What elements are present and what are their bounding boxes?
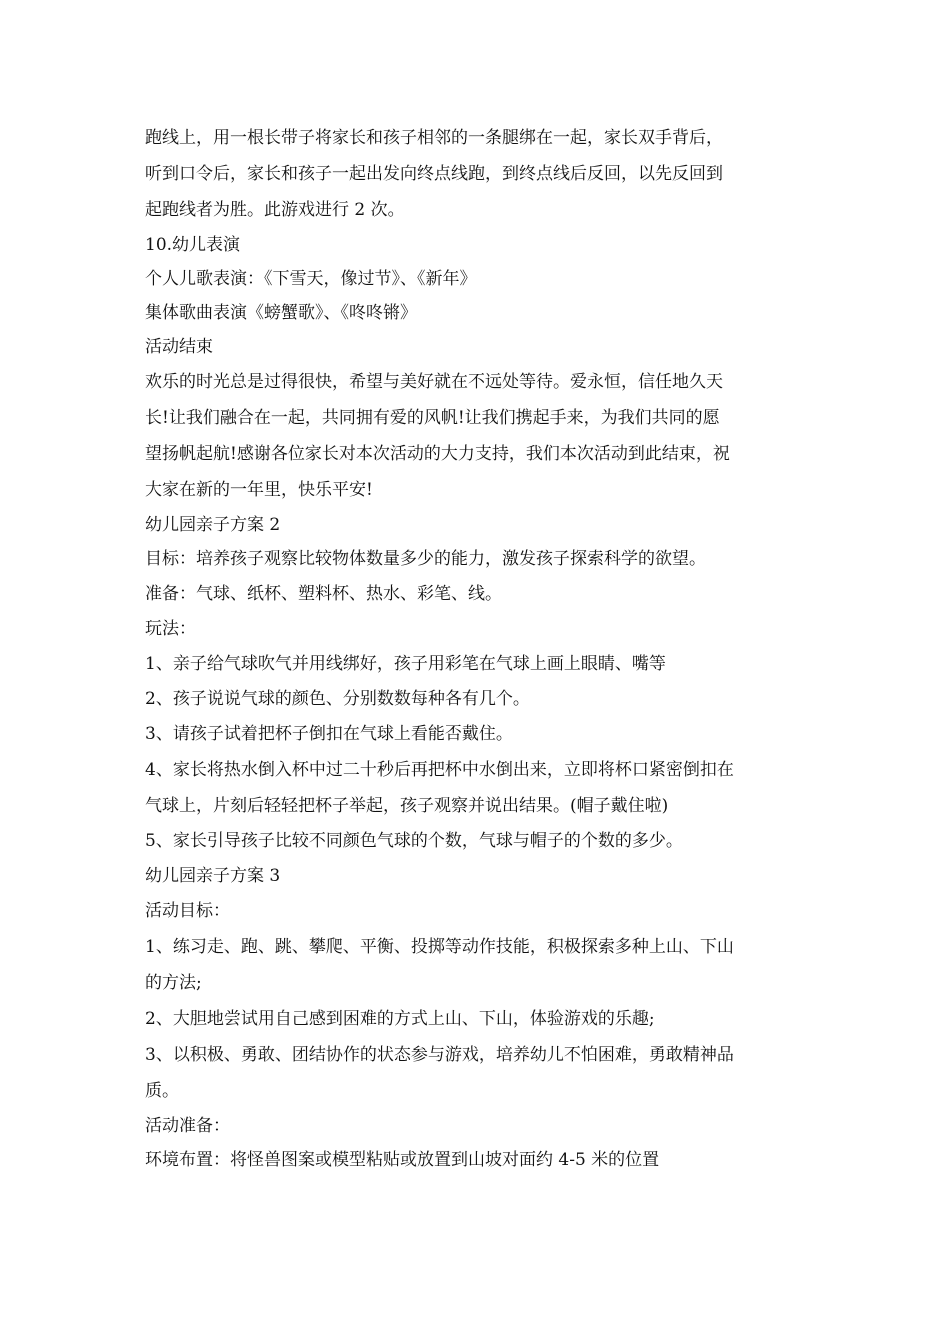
paragraph-line: 望扬帆起航!感谢各位家长对本次活动的大力支持，我们本次活动到此结束，祝 [145, 444, 730, 464]
list-item: 的方法; [145, 973, 202, 993]
paragraph-line: 活动准备： [145, 1116, 230, 1136]
list-item: 3、请孩子试着把杯子倒扣在气球上看能否戴住。 [145, 724, 513, 744]
list-item: 5、家长引导孩子比较不同颜色气球的个数，气球与帽子的个数的多少。 [145, 831, 683, 851]
list-item: 3、以积极、勇敢、团结协作的状态参与游戏，培养幼儿不怕困难，勇敢精神品 [145, 1045, 734, 1065]
paragraph-line: 玩法： [145, 619, 196, 639]
document-body [145, 120, 810, 1177]
section-heading: 活动结束 [145, 337, 213, 357]
paragraph-line: 环境布置：将怪兽图案或模型粘贴或放置到山坡对面约 4-5 米的位置 [145, 1150, 660, 1170]
section-heading: 幼儿园亲子方案 2 [145, 515, 281, 535]
paragraph-line: 欢乐的时光总是过得很快，希望与美好就在不远处等待。爱永恒，信任地久天 [145, 372, 723, 392]
paragraph-line: 听到口令后，家长和孩子一起出发向终点线跑，到终点线后反回，以先反回到 [145, 164, 723, 184]
list-item: 2、大胆地尝试用自己感到困难的方式上山、下山，体验游戏的乐趣; [145, 1009, 655, 1029]
paragraph-line: 活动目标： [145, 901, 230, 921]
paragraph-line: 集体歌曲表演《螃蟹歌》、《咚咚锵》 [145, 303, 417, 323]
list-item: 气球上，片刻后轻轻把杯子举起，孩子观察并说出结果。(帽子戴住啦) [145, 796, 669, 816]
paragraph-line: 个人儿歌表演：《下雪天，像过节》、《新年》 [145, 269, 477, 289]
section-heading: 10.幼儿表演 [145, 235, 241, 255]
section-heading: 幼儿园亲子方案 3 [145, 866, 281, 886]
paragraph-line: 大家在新的一年里，快乐平安! [145, 480, 373, 500]
paragraph-line: 起跑线者为胜。此游戏进行 2 次。 [145, 200, 405, 220]
paragraph-line: 准备：气球、纸杯、塑料杯、热水、彩笔、线。 [145, 584, 502, 604]
list-item: 4、家长将热水倒入杯中过二十秒后再把杯中水倒出来，立即将杯口紧密倒扣在 [145, 760, 734, 780]
list-item: 1、亲子给气球吹气并用线绑好，孩子用彩笔在气球上画上眼睛、嘴等 [145, 654, 666, 674]
list-item: 2、孩子说说气球的颜色、分别数数每种各有几个。 [145, 689, 530, 709]
paragraph-line: 长!让我们融合在一起，共同拥有爱的风帆!让我们携起手来，为我们共同的愿 [145, 408, 720, 428]
paragraph-line: 跑线上，用一根长带子将家长和孩子相邻的一条腿绑在一起，家长双手背后， [145, 128, 723, 148]
list-item: 1、练习走、跑、跳、攀爬、平衡、投掷等动作技能，积极探索多种上山、下山 [145, 937, 734, 957]
list-item: 质。 [145, 1081, 179, 1101]
paragraph-line: 目标：培养孩子观察比较物体数量多少的能力，激发孩子探索科学的欲望。 [145, 549, 706, 569]
